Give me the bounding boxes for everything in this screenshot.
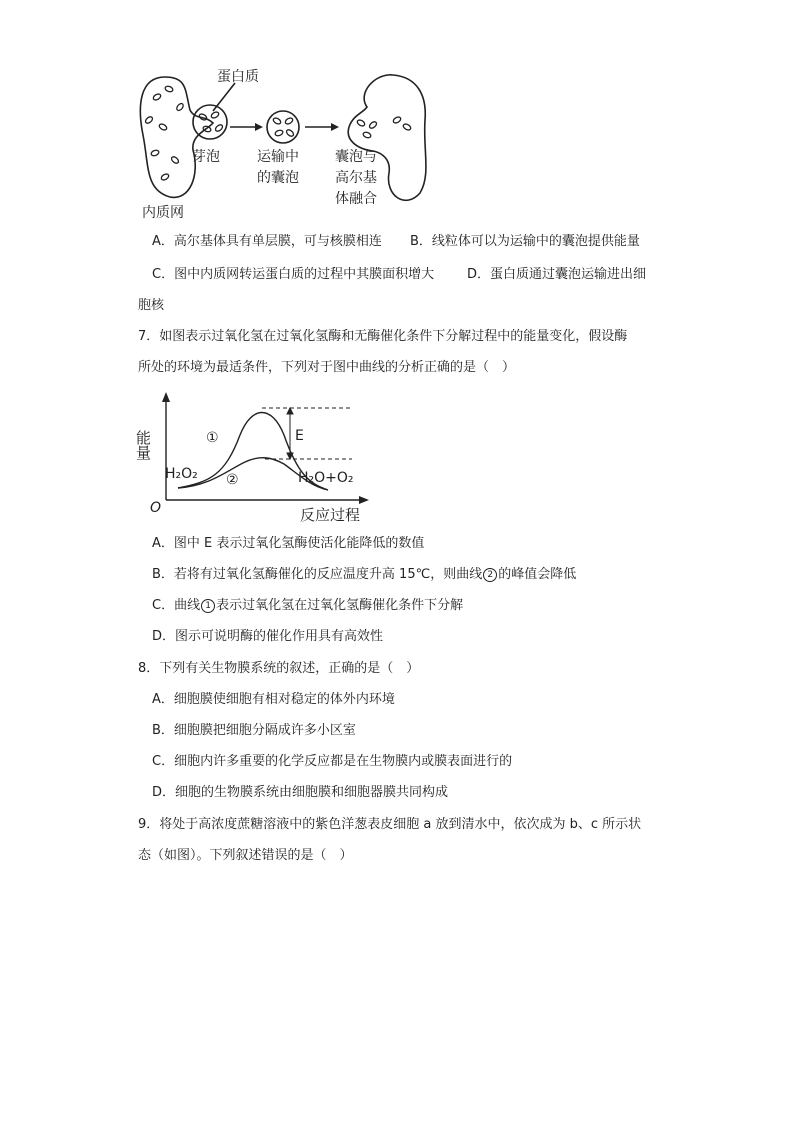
q7-stem-1: 7．如图表示过氧化氢在过氧化氢酶和无酶催化条件下分解过程中的能量变化，假设酶 [138,329,628,344]
e-label: E [295,428,304,444]
q8-stem: 8．下列有关生物膜系统的叙述，正确的是（ ） [138,661,420,676]
q6-option-d: D．蛋白质通过囊泡运输进出细 [467,267,647,282]
bud-vesicle [193,105,227,139]
q9-stem-1: 9．将处于高浓度蔗糖溶液中的紫色洋葱表皮细胞 a 放到清水中，依次成为 b、c 所示状 [138,817,642,832]
origin-label: O [150,500,162,516]
q8-option-b: B．细胞膜把细胞分隔成许多小区室 [152,723,356,738]
q7-option-c: C．曲线 1 表示过氧化氢在过氧化氢酶催化条件下分解 [152,598,464,613]
transport-vesicle [267,111,299,143]
q8-option-c: C．细胞内许多重要的化学反应都是在生物膜内或膜表面进行的 [152,754,513,769]
curve-2-label: ② [226,472,239,488]
energy-figure [134,390,380,525]
circled-number-2: 2 [483,568,497,582]
q6-option-b: B．线粒体可以为运输中的囊泡提供能量 [410,234,640,249]
q8-option-a: A．细胞膜使细胞有相对稳定的体外内环境 [152,692,395,707]
q6-option-a: A．高尔基体具有单层膜，可与核膜相连 [152,234,382,249]
fusion-label-2: 高尔基 [335,170,377,186]
y-axis-label: 能量 [134,430,152,460]
fusion-label-3: 体融合 [335,191,377,207]
q7-stem-2: 所处的环境为最适条件，下列对于图中曲线的分析正确的是（ ） [138,360,516,375]
vesicle-transport-figure [135,65,435,225]
q7-option-a: A．图中 E 表示过氧化氢酶使活化能降低的数值 [152,536,425,551]
circled-number-1: 1 [201,599,215,613]
product-label: H₂O+O₂ [298,470,354,486]
transport-label-1: 运输中 [257,149,299,165]
q8-option-d: D．细胞的生物膜系统由细胞膜和细胞器膜共同构成 [152,785,449,800]
reactant-label: H₂O₂ [165,466,198,482]
q6-option-d-cont: 胞核 [138,298,165,313]
q7-option-d: D．图示可说明酶的催化作用具有高效性 [152,629,384,644]
q9-stem-2: 态（如图）。下列叙述错误的是（ ） [138,848,353,863]
protein-label: 蛋白质 [217,69,259,85]
curve-1-label: ① [206,430,219,446]
fusion-label-1: 囊泡与 [335,149,377,165]
transport-label-2: 的囊泡 [257,170,299,186]
q6-option-c: C．图中内质网转运蛋白质的过程中其膜面积增大 [152,267,435,282]
x-axis-label: 反应过程 [300,506,361,524]
q7-option-b: B．若将有过氧化氢酶催化的反应温度升高 15℃，则曲线 2 的峰值会降低 [152,567,577,582]
bud-label: 芽泡 [192,149,220,165]
er-label: 内质网 [142,205,184,221]
